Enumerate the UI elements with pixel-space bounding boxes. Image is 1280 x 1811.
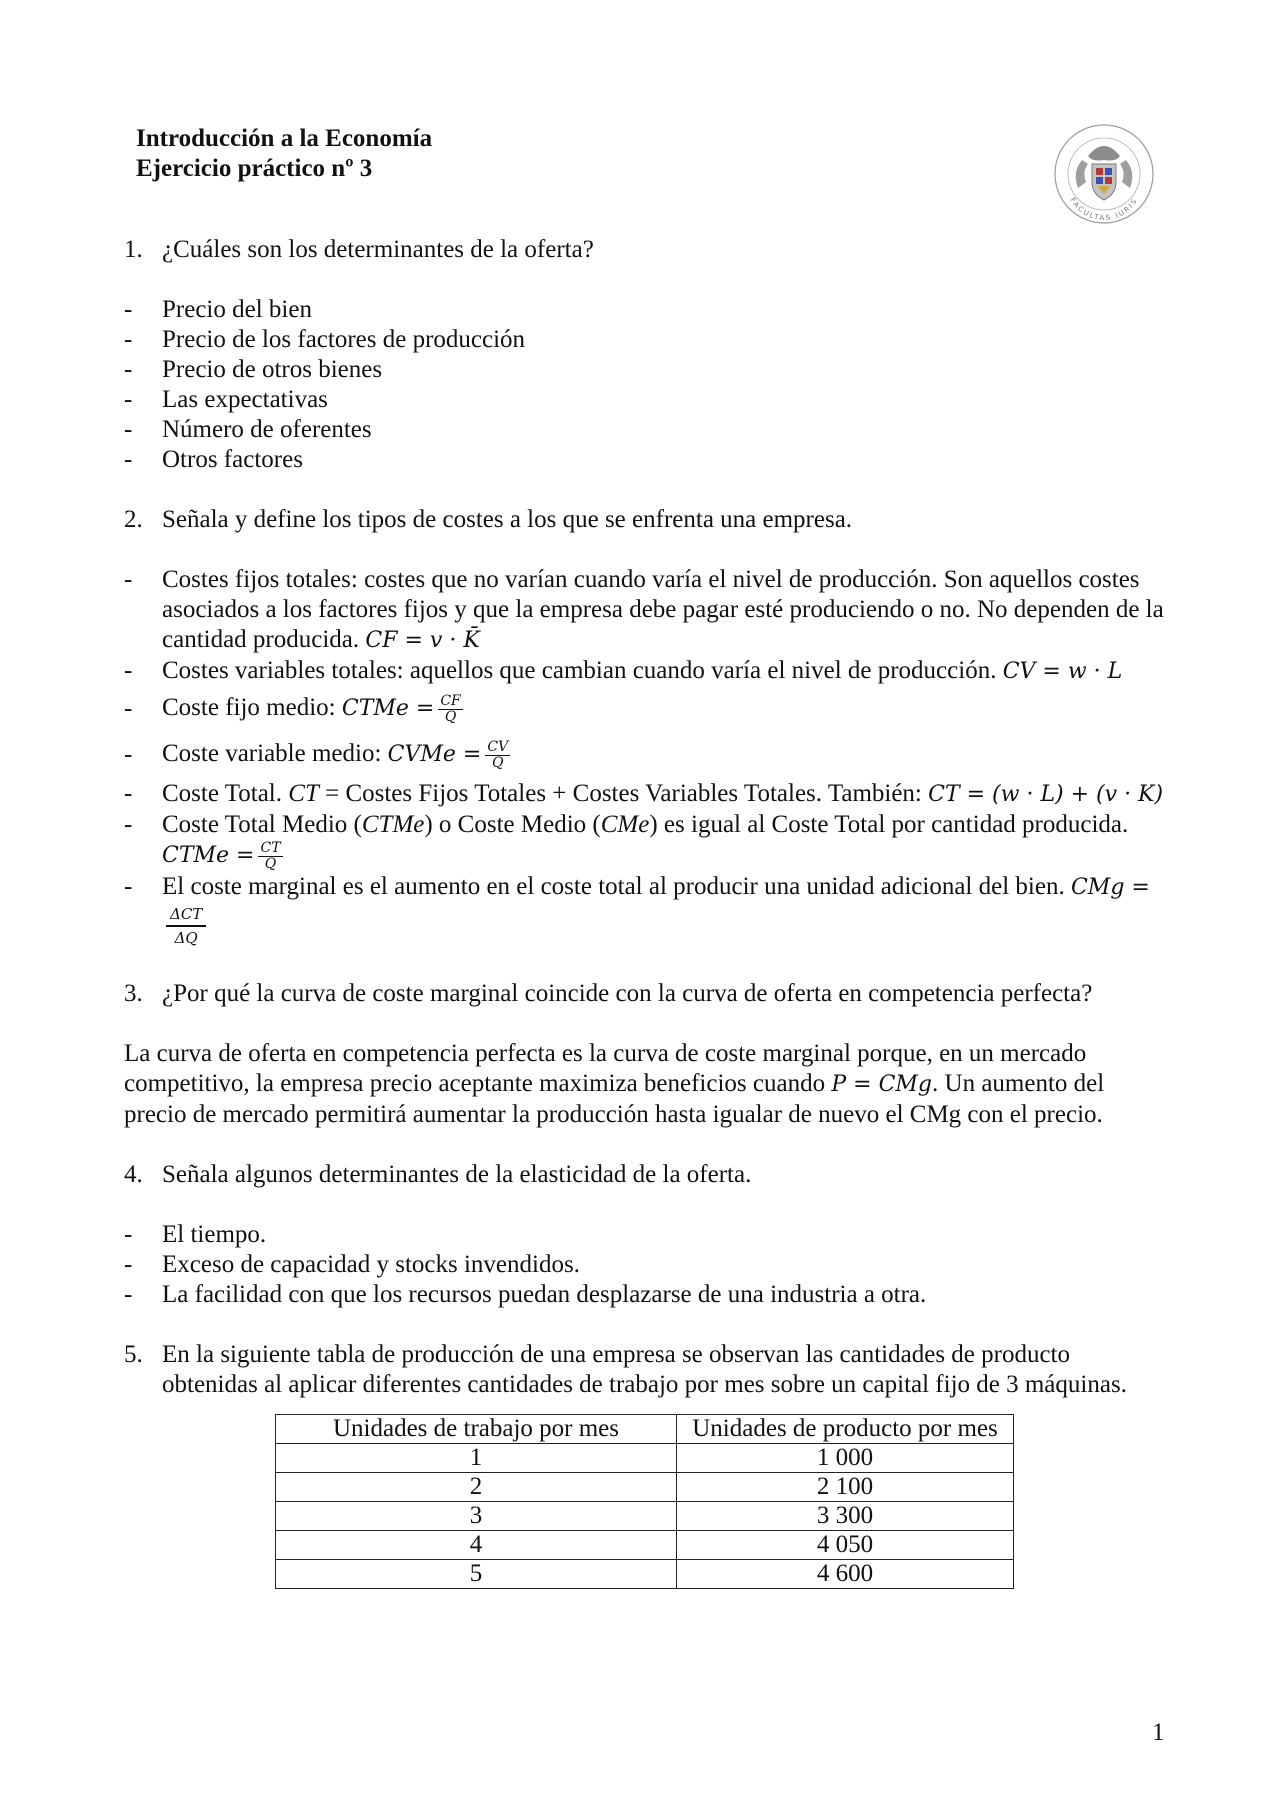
question-number: 2. — [124, 506, 143, 533]
formula: CV = w · L — [1002, 659, 1123, 684]
question-number: 5. — [124, 1340, 143, 1368]
table-cell: 4 600 — [677, 1559, 1014, 1588]
table-row — [276, 1443, 1014, 1472]
table-cell: 2 100 — [677, 1472, 1014, 1501]
column-header: Unidades de producto por mes — [677, 1414, 1014, 1443]
list-item: - Número de oferentes — [124, 416, 372, 443]
fraction: $\frac{CT}{Q}$ — [260, 839, 281, 872]
formula: P = CMg — [831, 1071, 933, 1097]
list-item: - La facilidad con que los recursos puedan desplazarse de una industria a otra. — [124, 1280, 927, 1308]
formula: CTMe = — [162, 843, 255, 868]
table-cell: 1 000 — [677, 1443, 1014, 1472]
table-cell: 1 — [276, 1443, 677, 1472]
formula: CTMe = — [341, 696, 435, 722]
question-text: En la siguiente tabla de producción de una empresa se observan las cantidades de producto obtenidas al aplicar diferentes cantidades de trabajo por mes sobre un capital fijo de 3 máquinas. — [162, 1340, 1127, 1398]
table-header-row — [276, 1414, 1014, 1443]
question-2 — [124, 505, 1170, 535]
table-cell: 2 — [276, 1472, 677, 1501]
table-cell: 4 050 — [677, 1530, 1014, 1559]
question-text: Señala y define los tipos de costes a los que se enfrenta una empresa. — [162, 506, 853, 533]
document-body — [124, 235, 1170, 1589]
table-cell: 3 300 — [677, 1501, 1014, 1530]
table-row — [276, 1530, 1014, 1559]
course-title: Introducción a la Economía — [136, 125, 433, 152]
list-item-total-cost: - Coste Total. CT = Costes Fijos Totales + Costes Variables Totales. También: CT = (w · L) + (v · K) — [124, 780, 1164, 807]
formula: CMg = — [1070, 874, 1150, 900]
list-item: - Precio de otros bienes — [124, 356, 383, 383]
formula: CVMe = — [387, 742, 482, 768]
question-4 — [124, 1160, 1170, 1190]
university-seal-icon — [1052, 122, 1156, 226]
production-table — [275, 1414, 1014, 1589]
fraction: $\frac{\text{ΔCT}}{\Delta Q}$ — [166, 903, 206, 949]
list-item-average-fixed-cost: - Coste fijo medio: CTMe = $\frac{CF}{Q}$ — [124, 692, 461, 725]
list-item-average-total-cost: - Coste Total Medio (CTMe) o Coste Medio (CMe) es igual al Coste Total por cantidad producida. CTMe = $\frac{CT}{Q}$ — [124, 811, 1129, 872]
table-row — [276, 1559, 1014, 1588]
formula: CT = (w · L) + (v · K) — [928, 782, 1164, 807]
table-cell: 4 — [276, 1530, 677, 1559]
page-number: 1 — [1152, 1719, 1165, 1746]
list-item: - Exceso de capacidad y stocks invendidos. — [124, 1250, 580, 1278]
list-item: - Las expectativas — [124, 386, 328, 413]
document-header — [136, 124, 432, 184]
question-number: 4. — [124, 1160, 143, 1188]
question-number: 3. — [124, 979, 143, 1007]
column-header: Unidades de trabajo por mes — [276, 1414, 677, 1443]
list-item: - El tiempo. — [124, 1220, 267, 1248]
formula: CF = v · K̄ — [365, 628, 480, 653]
question-text: Señala algunos determinantes de la elasticidad de la oferta. — [162, 1160, 752, 1188]
supply-determinants-list — [124, 295, 1170, 475]
table-row — [276, 1501, 1014, 1530]
question-text: ¿Cuáles son los determinantes de la oferta? — [162, 236, 594, 263]
seal-text: FACULTAS IURIS — [1068, 196, 1140, 223]
fraction: $\frac{CV}{Q}$ — [487, 738, 509, 771]
list-item: - Precio del bien — [124, 296, 312, 323]
list-item-average-variable-cost: - Coste variable medio: CVMe = $\frac{CV}{Q}$ — [124, 738, 509, 771]
question-5 — [124, 1340, 1170, 1400]
exercise-title: Ejercicio práctico nº 3 — [136, 155, 373, 182]
fraction: $\frac{CF}{Q}$ — [440, 692, 461, 725]
elasticity-determinants-list — [124, 1220, 1170, 1310]
list-item: - Otros factores — [124, 446, 303, 473]
table-row — [276, 1472, 1014, 1501]
list-item-marginal-cost: - El coste marginal es el aumento en el coste total al producir una unidad adicional del bien. CMg = $\frac{\text{ΔCT}}{\Delta Q}$ — [124, 872, 1150, 947]
question-1 — [124, 235, 1170, 265]
question-text: ¿Por qué la curva de coste marginal coincide con la curva de oferta en competencia perfecta? — [162, 979, 1093, 1007]
list-item: - Precio de los factores de producción — [124, 326, 526, 353]
answer-paragraph: La curva de oferta en competencia perfecta es la curva de coste marginal porque, en un mercado competitivo, la empresa precio aceptante maximiza beneficios cuando P = CMg. Un aumento del precio de mercado permitirá aumentar la producción hasta igualar de nuevo el CMg con el precio. — [124, 1039, 1105, 1128]
question-number: 1. — [124, 236, 143, 263]
table-cell: 5 — [276, 1559, 677, 1588]
table-cell: 3 — [276, 1501, 677, 1530]
list-item-fixed-costs: - Costes fijos totales: costes que no varían cuando varía el nivel de producción. Son aquellos costes asociados a los factores fijos y que la empresa debe pagar esté produciendo o no. No dependen de la cantidad producida. CF = v · K̄ — [124, 566, 1164, 653]
cost-types-list — [124, 565, 1170, 949]
question-3 — [124, 979, 1170, 1009]
list-item-variable-costs: - Costes variables totales: aquellos que cambian cuando varía el nivel de producción. CV = w · L — [124, 657, 1123, 684]
